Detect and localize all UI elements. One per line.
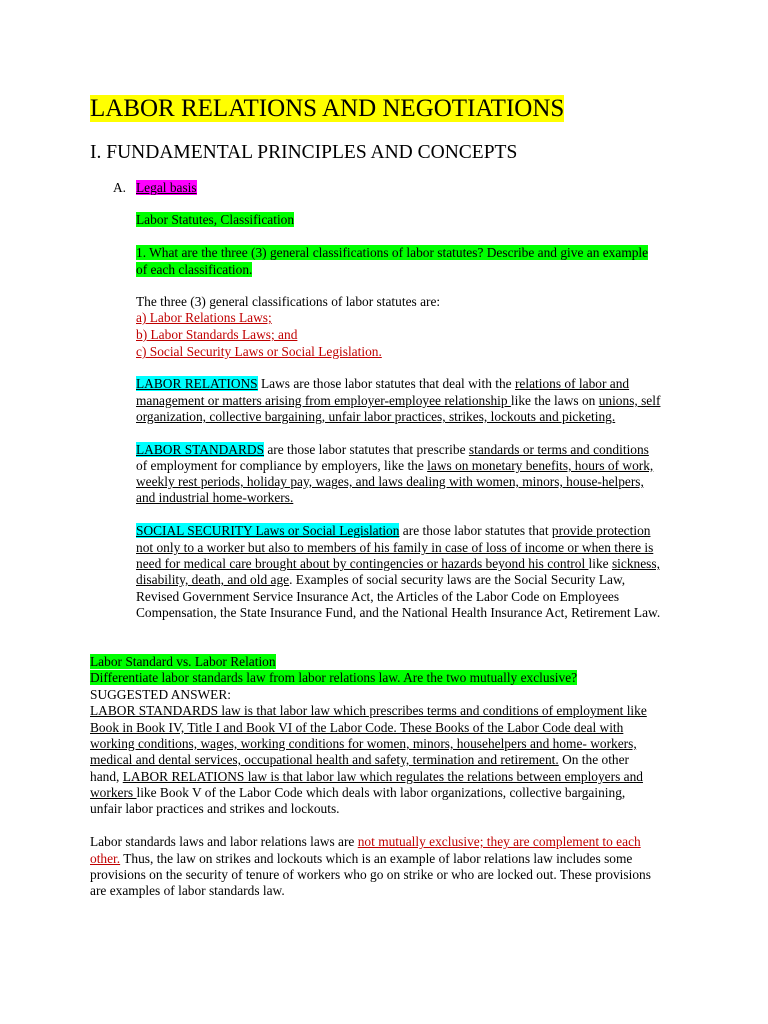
- title-highlight: LABOR RELATIONS AND NEGOTIATIONS: [90, 95, 565, 122]
- final-paragraph-line: are examples of labor standards law.: [90, 883, 285, 898]
- suggested-answer-line: hand, LABOR RELATIONS law is that labor law which regulates the relations between employers and: [90, 769, 643, 784]
- labor-standards-line: LABOR STANDARDS are those labor statutes that prescribe standards or terms and conditions: [136, 442, 649, 457]
- labor-standards-line: of employment for compliance by employers, like the laws on monetary benefits, hours of work,: [136, 458, 654, 473]
- labor-relations-line: management or matters arising from employer-employee relationship like the laws on unions, self: [136, 393, 661, 408]
- suggested-answer-line: LABOR STANDARDS law is that labor law which prescribes terms and conditions of employment like: [90, 703, 647, 718]
- statutes-classification-heading: Labor Statutes, Classification: [136, 212, 295, 227]
- social-security-line: not only to a worker but also to members of his family in case of loss of income or when there is: [136, 540, 654, 555]
- answer-intro: The three (3) general classifications of labor statutes are:: [136, 294, 441, 309]
- labor-relations-line: LABOR RELATIONS Laws are those labor statutes that deal with the relations of labor and: [136, 376, 630, 391]
- social-security-line: SOCIAL SECURITY Laws or Social Legislation are those labor statutes that provide protection: [136, 523, 651, 538]
- suggested-answer-line: working conditions, wages, working conditions for women, minors, househelpers and home- workers,: [90, 736, 637, 751]
- question-1-line-1: 1. What are the three (3) general classifications of labor statutes? Describe and give an example: [136, 245, 649, 260]
- suggested-answer-line: medical and dental services, occupational health and safety, termination and retirement. On the other: [90, 752, 630, 767]
- final-paragraph-line: other. Thus, the law on strikes and lockouts which is an example of labor relations law includes some: [90, 851, 633, 866]
- suggested-answer-line: unfair labor practices and strikes and lockouts.: [90, 801, 340, 816]
- labor-relations-line: organization, collective bargaining, unfair labor practices, strikes, lockouts and picketing.: [136, 409, 616, 424]
- classification-item: a) Labor Relations Laws;: [136, 310, 272, 325]
- question-1-line-2: of each classification.: [136, 262, 253, 277]
- suggested-answer-line: workers like Book V of the Labor Code which deals with labor organizations, collective bargaining,: [90, 785, 626, 800]
- standard-vs-relation-heading: Labor Standard vs. Labor Relation: [90, 654, 276, 669]
- social-security-line: Revised Government Service Insurance Act, the Articles of the Labor Code on Employees: [136, 589, 620, 604]
- suggested-answer-line: Book in Book IV, Title I and Book VI of the Labor Code. These Books of the Labor Code deal with: [90, 720, 624, 735]
- legal-basis-heading: Legal basis: [136, 180, 197, 195]
- final-paragraph-line: provisions on the security of tenure of workers who go on strike or who are locked out. These provisions: [90, 867, 651, 882]
- labor-relations-term: LABOR RELATIONS: [136, 376, 258, 391]
- classification-item: c) Social Security Laws or Social Legislation.: [136, 344, 382, 359]
- social-security-term: SOCIAL SECURITY Laws or Social Legislation: [136, 523, 400, 538]
- document-title: [90, 94, 564, 123]
- labor-standards-line: weekly rest periods, holiday pay, wages, and laws dealing with women, minors, house-helpers,: [136, 474, 644, 489]
- labor-standards-line: and industrial home-workers.: [136, 490, 294, 505]
- social-security-line: disability, death, and old age. Examples of social security laws are the Social Security Law,: [136, 572, 626, 587]
- labor-standards-term: LABOR STANDARDS: [136, 442, 265, 457]
- standard-vs-relation-question: Differentiate labor standards law from labor relations law. Are the two mutually exclusive?: [90, 670, 578, 685]
- social-security-line: Compensation, the State Insurance Fund, and the National Health Insurance Act, Retirement Law.: [136, 605, 661, 620]
- suggested-answer-label: SUGGESTED ANSWER:: [90, 687, 231, 702]
- final-paragraph-line: Labor standards laws and labor relations laws are not mutually exclusive; they are complement to each: [90, 834, 641, 849]
- social-security-line: need for medical care brought about by contingencies or hazards beyond his control like sickness,: [136, 556, 660, 571]
- list-marker: A.: [113, 180, 127, 195]
- section-heading: I. FUNDAMENTAL PRINCIPLES AND CONCEPTS: [90, 142, 518, 163]
- classification-item: b) Labor Standards Laws; and: [136, 327, 298, 342]
